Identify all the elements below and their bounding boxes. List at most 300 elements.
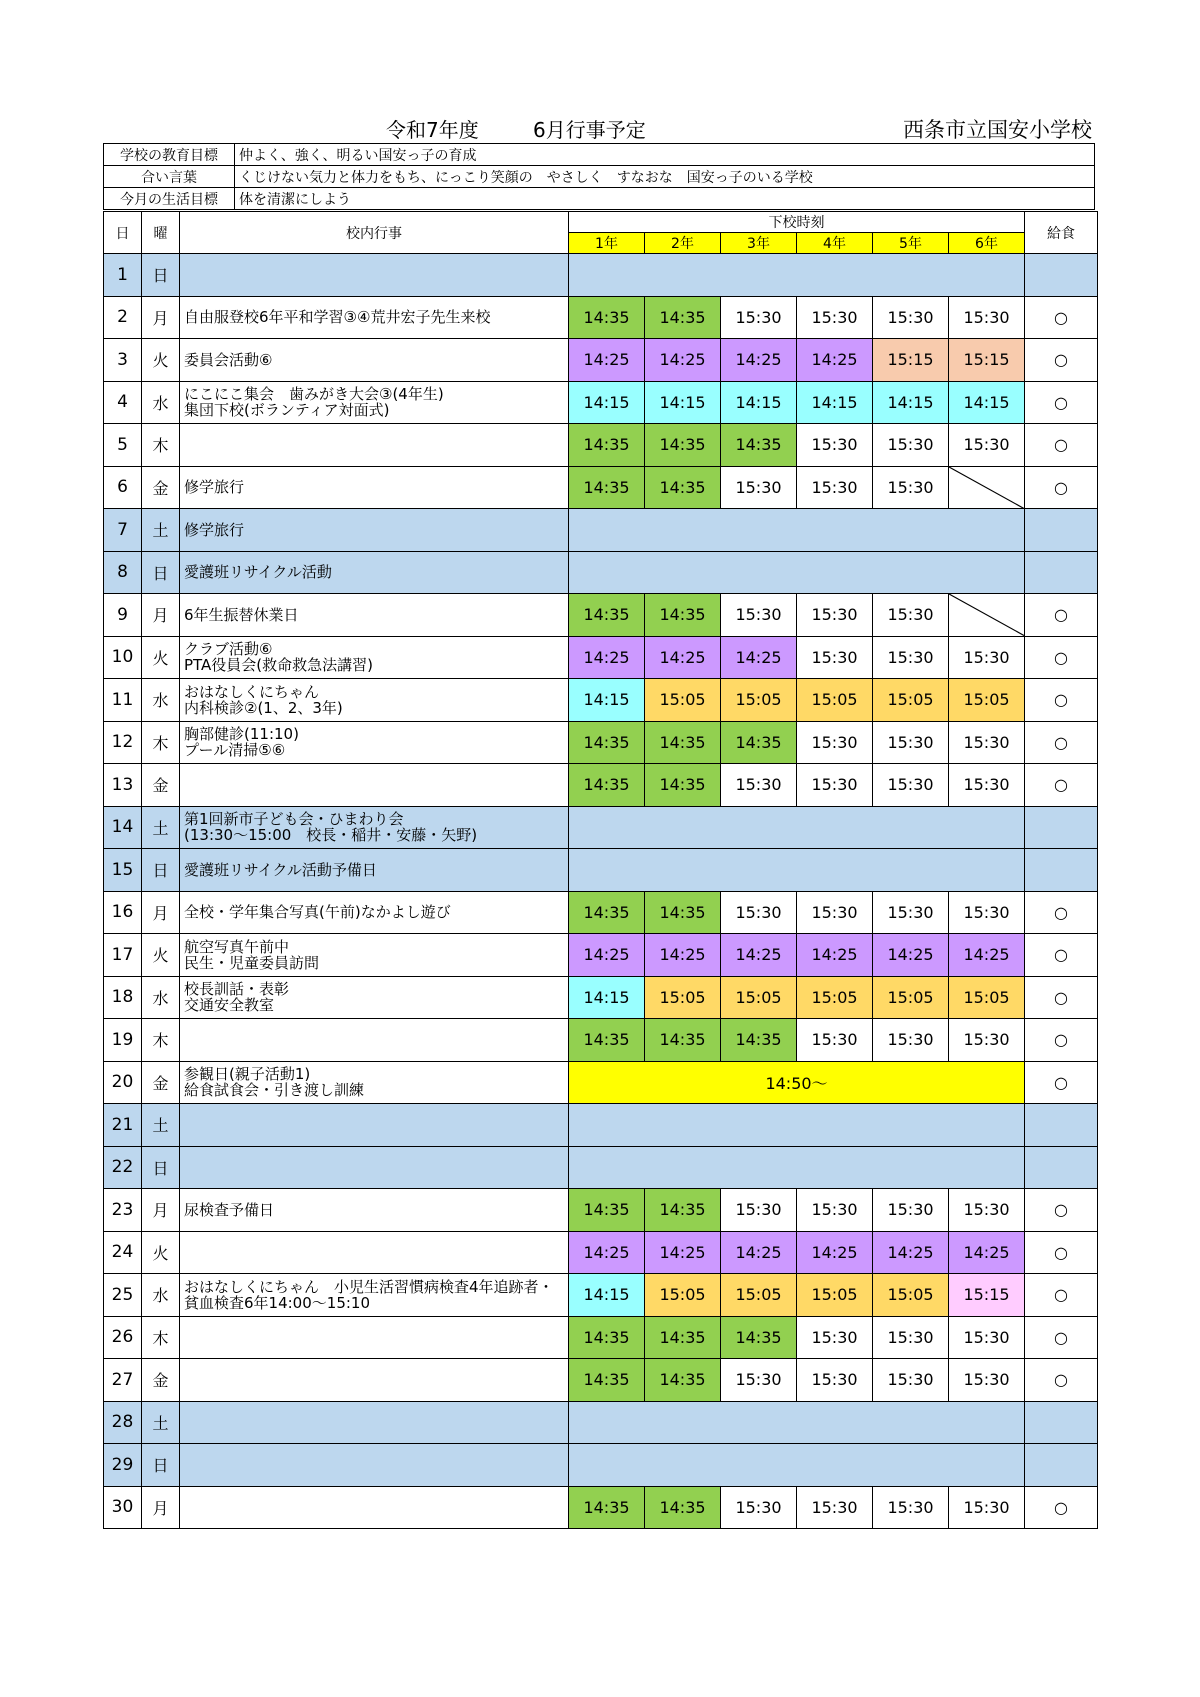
dismissal-time: 14:25	[645, 934, 721, 977]
event-line: 交通安全教室	[184, 996, 275, 1015]
schedule-table	[103, 211, 1098, 1529]
event-line: プール清掃⑤⑥	[184, 741, 286, 760]
lunch-cell: ○	[1025, 424, 1098, 467]
dismissal-time: 15:30	[797, 296, 873, 339]
dismissal-time: 15:30	[873, 721, 949, 764]
event-cell	[180, 849, 569, 892]
weekday: 水	[142, 381, 180, 424]
day-row	[104, 594, 1098, 637]
day-number: 30	[104, 1486, 142, 1529]
event-line: (13:30～15:00 校長・稲井・安藤・矢野)	[184, 826, 478, 845]
dismissal-time: 14:35	[569, 891, 645, 934]
dismissal-time: 15:30	[873, 891, 949, 934]
day-row	[104, 721, 1098, 764]
dismissal-empty	[569, 551, 1025, 594]
dismissal-time: 15:30	[949, 424, 1025, 467]
lunch-cell: ○	[1025, 679, 1098, 722]
dismissal-time: 14:35	[569, 1019, 645, 1062]
dismissal-time: 15:05	[949, 976, 1025, 1019]
day-number: 15	[104, 849, 142, 892]
day-row	[104, 381, 1098, 424]
day-number: 5	[104, 424, 142, 467]
info-label: 今月の生活目標	[104, 188, 235, 210]
event-cell	[180, 1146, 569, 1189]
dismissal-time: 14:35	[721, 1316, 797, 1359]
dismissal-time: 15:30	[949, 636, 1025, 679]
day-number: 23	[104, 1189, 142, 1232]
dismissal-time: 14:35	[645, 466, 721, 509]
dismissal-time: 14:15	[797, 381, 873, 424]
day-number: 25	[104, 1274, 142, 1317]
dismissal-time: 15:05	[645, 679, 721, 722]
weekday: 日	[142, 849, 180, 892]
event-line: 尿検査予備日	[184, 1200, 275, 1219]
weekday: 日	[142, 254, 180, 297]
weekday: 木	[142, 1316, 180, 1359]
lunch-cell	[1025, 849, 1098, 892]
day-row	[104, 1316, 1098, 1359]
dismissal-time: 15:30	[949, 721, 1025, 764]
day-row	[104, 764, 1098, 807]
day-number: 17	[104, 934, 142, 977]
lunch-cell: ○	[1025, 381, 1098, 424]
dismissal-merged: 14:50～	[569, 1061, 1025, 1104]
day-number: 24	[104, 1231, 142, 1274]
dismissal-time: 14:35	[569, 296, 645, 339]
dismissal-time: 14:25	[569, 636, 645, 679]
school-name: 西条市立国安小学校	[903, 118, 1092, 142]
dismissal-empty	[569, 849, 1025, 892]
event-cell	[180, 1486, 569, 1529]
day-number: 20	[104, 1061, 142, 1104]
grade-header: 6年	[949, 233, 1025, 254]
weekday: 土	[142, 509, 180, 552]
day-header: 日	[104, 212, 142, 254]
day-row	[104, 1401, 1098, 1444]
event-cell	[180, 636, 569, 679]
weekday: 木	[142, 1019, 180, 1062]
weekday: 土	[142, 1401, 180, 1444]
dismissal-time: 15:05	[797, 1274, 873, 1317]
dismissal-header: 下校時刻	[569, 212, 1025, 233]
day-number: 14	[104, 806, 142, 849]
dismissal-time: 14:25	[797, 1231, 873, 1274]
title-month: 6月行事予定	[533, 118, 646, 142]
dismissal-time: 14:35	[645, 296, 721, 339]
day-row	[104, 551, 1098, 594]
event-cell	[180, 1359, 569, 1402]
dismissal-none	[949, 466, 1025, 509]
day-row	[104, 1231, 1098, 1274]
event-line: おはなしくにちゃん 小児生活習慣病検査4年追跡者・	[184, 1277, 554, 1296]
weekday: 月	[142, 594, 180, 637]
day-number: 28	[104, 1401, 142, 1444]
info-label: 学校の教育目標	[104, 144, 235, 166]
event-line: クラブ活動⑥	[184, 640, 273, 659]
lunch-cell: ○	[1025, 1061, 1098, 1104]
lunch-cell: ○	[1025, 1189, 1098, 1232]
dismissal-time: 14:35	[569, 721, 645, 764]
event-cell	[180, 594, 569, 637]
dismissal-time: 15:30	[873, 594, 949, 637]
day-number: 9	[104, 594, 142, 637]
info-label: 合い言葉	[104, 166, 235, 188]
dismissal-time: 14:35	[569, 594, 645, 637]
dismissal-time: 15:30	[873, 1189, 949, 1232]
event-cell	[180, 1401, 569, 1444]
weekday: 金	[142, 466, 180, 509]
info-value: 仲よく、強く、明るい国安っ子の育成	[235, 144, 1095, 166]
day-number: 21	[104, 1104, 142, 1147]
lunch-cell: ○	[1025, 891, 1098, 934]
weekday: 月	[142, 1189, 180, 1232]
lunch-cell	[1025, 509, 1098, 552]
day-row	[104, 509, 1098, 552]
lunch-cell: ○	[1025, 1359, 1098, 1402]
event-cell	[180, 381, 569, 424]
day-number: 4	[104, 381, 142, 424]
weekday: 土	[142, 806, 180, 849]
grade-header: 1年	[569, 233, 645, 254]
event-line: 民生・児童委員訪問	[184, 953, 320, 972]
day-row	[104, 1444, 1098, 1487]
dismissal-time: 14:25	[721, 1231, 797, 1274]
dismissal-time: 15:05	[721, 976, 797, 1019]
day-row	[104, 466, 1098, 509]
weekday: 木	[142, 721, 180, 764]
weekday: 日	[142, 1146, 180, 1189]
dismissal-time: 14:35	[645, 764, 721, 807]
day-row	[104, 1359, 1098, 1402]
dismissal-time: 14:25	[873, 1231, 949, 1274]
event-line: 6年生振替休業日	[184, 605, 299, 624]
lunch-cell: ○	[1025, 466, 1098, 509]
day-number: 7	[104, 509, 142, 552]
weekday: 金	[142, 764, 180, 807]
lunch-cell: ○	[1025, 721, 1098, 764]
dismissal-time: 14:25	[721, 934, 797, 977]
dismissal-time: 15:30	[873, 764, 949, 807]
dismissal-time: 14:35	[721, 1019, 797, 1062]
grade-header: 5年	[873, 233, 949, 254]
day-number: 22	[104, 1146, 142, 1189]
event-line: PTA役員会(救命救急法講習)	[184, 656, 374, 675]
dismissal-time: 15:30	[949, 1486, 1025, 1529]
dismissal-time: 14:25	[721, 339, 797, 382]
dismissal-time: 15:30	[797, 1359, 873, 1402]
dismissal-time: 15:05	[797, 679, 873, 722]
lunch-cell: ○	[1025, 1231, 1098, 1274]
info-value: 体を清潔にしよう	[235, 188, 1095, 210]
day-row	[104, 1486, 1098, 1529]
weekday: 水	[142, 679, 180, 722]
event-cell	[180, 976, 569, 1019]
dismissal-time: 15:30	[873, 466, 949, 509]
day-row	[104, 1104, 1098, 1147]
event-cell	[180, 1444, 569, 1487]
dismissal-time: 14:25	[721, 636, 797, 679]
info-row	[104, 166, 1095, 188]
dismissal-time: 15:30	[797, 424, 873, 467]
dismissal-time: 14:35	[569, 1486, 645, 1529]
lunch-cell: ○	[1025, 594, 1098, 637]
dismissal-time: 14:15	[569, 1274, 645, 1317]
day-row	[104, 1189, 1098, 1232]
dismissal-time: 15:30	[721, 1486, 797, 1529]
lunch-cell	[1025, 1444, 1098, 1487]
dismissal-empty	[569, 254, 1025, 297]
lunch-cell: ○	[1025, 636, 1098, 679]
dismissal-time: 15:05	[873, 679, 949, 722]
day-number: 16	[104, 891, 142, 934]
day-number: 11	[104, 679, 142, 722]
dismissal-time: 14:25	[797, 934, 873, 977]
day-row	[104, 934, 1098, 977]
dismissal-time: 15:30	[721, 1189, 797, 1232]
dismissal-time: 14:35	[645, 1486, 721, 1529]
event-cell	[180, 806, 569, 849]
dismissal-time: 15:30	[873, 1486, 949, 1529]
dismissal-time: 15:30	[797, 1189, 873, 1232]
day-row	[104, 1274, 1098, 1317]
dismissal-time: 15:30	[873, 1359, 949, 1402]
lunch-cell: ○	[1025, 339, 1098, 382]
lunch-header: 給食	[1025, 212, 1098, 254]
events-header: 校内行事	[180, 212, 569, 254]
day-row	[104, 976, 1098, 1019]
dismissal-time: 15:30	[797, 1486, 873, 1529]
event-line: 全校・学年集合写真(午前)なかよし遊び	[184, 903, 451, 922]
dismissal-time: 15:05	[721, 1274, 797, 1317]
dismissal-time: 15:30	[873, 424, 949, 467]
dismissal-time: 14:25	[949, 934, 1025, 977]
dismissal-time: 15:30	[873, 1316, 949, 1359]
day-row	[104, 849, 1098, 892]
lunch-cell: ○	[1025, 764, 1098, 807]
dismissal-time: 14:15	[645, 381, 721, 424]
title-year: 令和7年度	[386, 118, 479, 142]
day-row	[104, 339, 1098, 382]
day-number: 18	[104, 976, 142, 1019]
title-row	[0, 112, 1200, 146]
dismissal-time: 14:35	[569, 764, 645, 807]
event-line: 貧血検査6年14:00～15:10	[184, 1293, 370, 1312]
weekday: 日	[142, 1444, 180, 1487]
dismissal-empty	[569, 806, 1025, 849]
dismissal-empty	[569, 509, 1025, 552]
lunch-cell: ○	[1025, 1019, 1098, 1062]
info-table	[103, 143, 1095, 210]
day-number: 8	[104, 551, 142, 594]
lunch-cell	[1025, 806, 1098, 849]
dismissal-time: 15:30	[949, 891, 1025, 934]
day-number: 2	[104, 296, 142, 339]
event-cell	[180, 1274, 569, 1317]
event-line: 参観日(親子活動1)	[184, 1065, 311, 1084]
weekday: 金	[142, 1359, 180, 1402]
dismissal-time: 15:30	[721, 594, 797, 637]
dismissal-time: 15:05	[949, 679, 1025, 722]
dismissal-time: 15:15	[949, 339, 1025, 382]
dismissal-time: 14:25	[645, 339, 721, 382]
event-line: 委員会活動⑥	[184, 350, 273, 369]
day-number: 26	[104, 1316, 142, 1359]
day-row	[104, 1019, 1098, 1062]
dismissal-time: 15:30	[797, 1019, 873, 1062]
day-row	[104, 1146, 1098, 1189]
dismissal-time: 15:05	[645, 1274, 721, 1317]
event-cell	[180, 679, 569, 722]
day-row	[104, 254, 1098, 297]
info-row	[104, 144, 1095, 166]
dismissal-time: 15:30	[721, 296, 797, 339]
dismissal-time: 15:30	[949, 1019, 1025, 1062]
dismissal-time: 14:15	[721, 381, 797, 424]
grade-header: 2年	[645, 233, 721, 254]
dismissal-time: 14:35	[569, 1189, 645, 1232]
event-cell	[180, 1189, 569, 1232]
event-cell	[180, 424, 569, 467]
dismissal-time: 14:25	[949, 1231, 1025, 1274]
dismissal-time: 14:25	[645, 636, 721, 679]
dismissal-none	[949, 594, 1025, 637]
dismissal-time: 15:30	[797, 1316, 873, 1359]
dismissal-time: 14:35	[645, 594, 721, 637]
event-cell	[180, 509, 569, 552]
day-number: 13	[104, 764, 142, 807]
dismissal-time: 14:35	[569, 1316, 645, 1359]
dismissal-time: 15:30	[721, 764, 797, 807]
dismissal-time: 15:30	[721, 1359, 797, 1402]
event-line: 内科検診②(1、2、3年)	[184, 698, 343, 717]
weekday: 月	[142, 891, 180, 934]
event-cell	[180, 254, 569, 297]
dismissal-time: 15:05	[721, 679, 797, 722]
dismissal-time: 15:30	[949, 296, 1025, 339]
dismissal-time: 15:05	[873, 976, 949, 1019]
weekday: 水	[142, 1274, 180, 1317]
dismissal-time: 15:30	[949, 1316, 1025, 1359]
lunch-cell	[1025, 551, 1098, 594]
dismissal-time: 14:35	[645, 1019, 721, 1062]
weekday: 水	[142, 976, 180, 1019]
lunch-cell	[1025, 254, 1098, 297]
dismissal-time: 14:35	[569, 1359, 645, 1402]
dismissal-time: 14:35	[721, 424, 797, 467]
lunch-cell	[1025, 1146, 1098, 1189]
dismissal-empty	[569, 1401, 1025, 1444]
event-line: にこにこ集会 歯みがき大会③(4年生)	[184, 385, 444, 404]
dismissal-time: 15:30	[797, 891, 873, 934]
lunch-cell	[1025, 1401, 1098, 1444]
grade-header: 4年	[797, 233, 873, 254]
dismissal-empty	[569, 1444, 1025, 1487]
dismissal-time: 15:05	[797, 976, 873, 1019]
lunch-cell: ○	[1025, 934, 1098, 977]
event-cell	[180, 764, 569, 807]
event-line: 航空写真午前中	[184, 937, 290, 956]
event-cell	[180, 339, 569, 382]
event-line: 自由服登校6年平和学習③④荒井宏子先生来校	[184, 308, 491, 327]
dismissal-time: 15:30	[949, 764, 1025, 807]
dismissal-time: 15:05	[645, 976, 721, 1019]
event-cell	[180, 551, 569, 594]
day-row	[104, 891, 1098, 934]
dismissal-time: 14:35	[645, 1189, 721, 1232]
dismissal-time: 15:05	[873, 1274, 949, 1317]
lunch-cell: ○	[1025, 1486, 1098, 1529]
dismissal-empty	[569, 1104, 1025, 1147]
event-cell	[180, 1061, 569, 1104]
event-line: 愛護班リサイクル活動予備日	[184, 860, 377, 879]
weekday: 月	[142, 1486, 180, 1529]
weekday: 木	[142, 424, 180, 467]
dismissal-time: 14:25	[569, 934, 645, 977]
dismissal-time: 15:30	[873, 296, 949, 339]
lunch-cell: ○	[1025, 1274, 1098, 1317]
dismissal-time: 15:15	[949, 1274, 1025, 1317]
day-row	[104, 679, 1098, 722]
dismissal-time: 15:30	[797, 594, 873, 637]
dismissal-time: 14:15	[949, 381, 1025, 424]
day-row	[104, 806, 1098, 849]
dismissal-time: 14:35	[645, 424, 721, 467]
event-line: 愛護班リサイクル活動	[184, 563, 332, 582]
dismissal-time: 15:30	[797, 636, 873, 679]
day-number: 27	[104, 1359, 142, 1402]
header-row	[104, 212, 1098, 233]
dismissal-time: 15:30	[721, 891, 797, 934]
weekday: 火	[142, 1231, 180, 1274]
day-number: 6	[104, 466, 142, 509]
dismissal-time: 14:15	[569, 381, 645, 424]
weekday: 火	[142, 934, 180, 977]
dismissal-time: 14:25	[797, 339, 873, 382]
day-number: 3	[104, 339, 142, 382]
event-line: 修学旅行	[184, 478, 245, 497]
dismissal-time: 14:25	[569, 1231, 645, 1274]
event-line: 胸部健診(11:10)	[184, 725, 299, 744]
day-number: 10	[104, 636, 142, 679]
day-number: 12	[104, 721, 142, 764]
weekday: 土	[142, 1104, 180, 1147]
dismissal-time: 15:15	[873, 339, 949, 382]
dismissal-time: 15:30	[949, 1189, 1025, 1232]
event-cell	[180, 296, 569, 339]
dismissal-time: 14:25	[569, 339, 645, 382]
event-cell	[180, 466, 569, 509]
event-line: 修学旅行	[184, 520, 245, 539]
weekday: 火	[142, 636, 180, 679]
info-value: くじけない気力と体力をもち、にっこり笑顔の やさしく すなおな 国安っ子のいる学校	[235, 166, 1095, 188]
weekday-header: 曜	[142, 212, 180, 254]
dismissal-time: 14:35	[569, 466, 645, 509]
day-row	[104, 424, 1098, 467]
schedule-body	[104, 254, 1098, 1529]
dismissal-time: 14:15	[569, 976, 645, 1019]
day-row	[104, 636, 1098, 679]
event-cell	[180, 721, 569, 764]
event-cell	[180, 1316, 569, 1359]
event-cell	[180, 1104, 569, 1147]
info-row	[104, 188, 1095, 210]
dismissal-time: 14:35	[645, 1316, 721, 1359]
dismissal-time: 15:30	[797, 721, 873, 764]
dismissal-time: 14:35	[645, 891, 721, 934]
dismissal-time: 14:35	[569, 424, 645, 467]
lunch-cell	[1025, 1104, 1098, 1147]
dismissal-empty	[569, 1146, 1025, 1189]
